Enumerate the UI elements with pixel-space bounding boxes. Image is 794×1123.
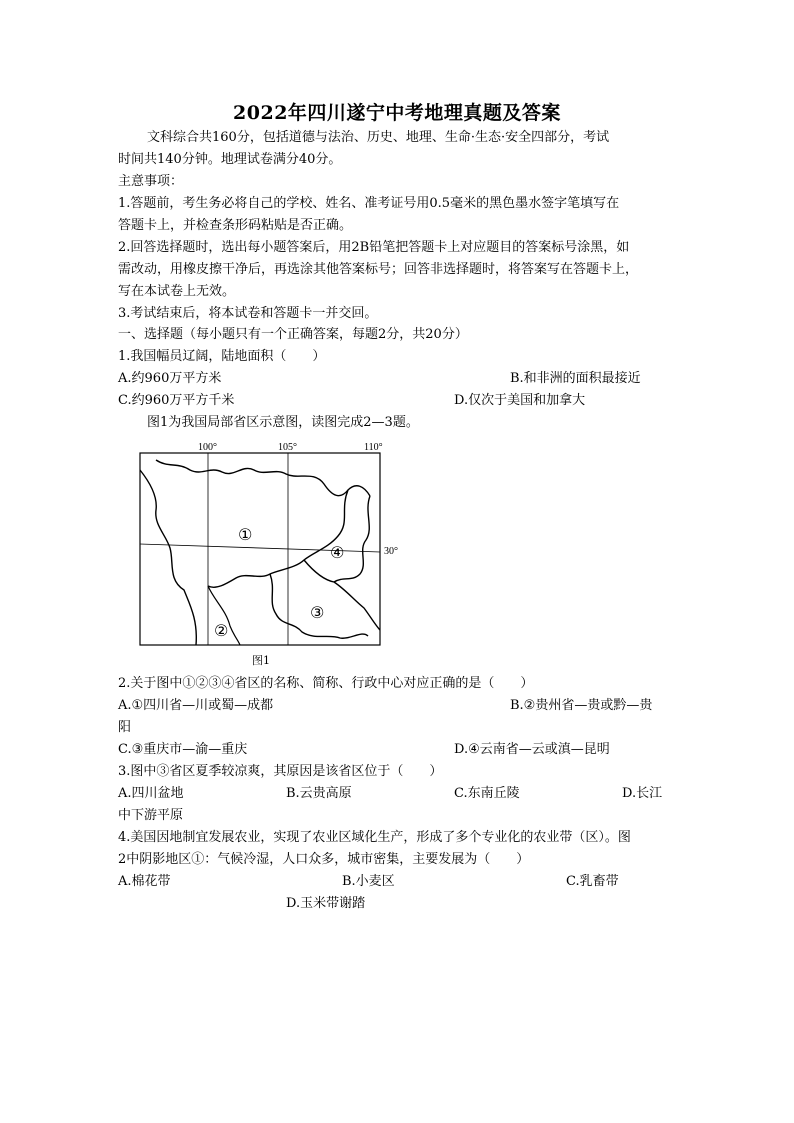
q4-option-b: B.小麦区	[342, 874, 395, 889]
intro-line-2: 时间共140分钟。地理试卷满分40分。	[118, 152, 342, 167]
boundary-chongqing-east	[334, 496, 370, 582]
region-label-4: ④	[330, 543, 345, 562]
q1-option-c: C.约960万平方千米	[118, 393, 235, 408]
q2-option-a: A.①四川省—川或蜀—成都	[118, 698, 274, 713]
q4-stem-line-2: 2中阴影地区①：气候冷湿，人口众多，城市密集，主要发展为（ ）	[118, 852, 530, 867]
province-map	[118, 440, 418, 672]
q2-option-b: B.②贵州省—贵或黔—贵	[510, 698, 653, 713]
lon-label-105: 105°	[278, 442, 297, 453]
region-label-2: ②	[214, 621, 229, 640]
page-title: 2022年四川遂宁中考地理真题及答案	[233, 102, 561, 124]
intro-line-1: 文科综合共160分，包括道德与法治、历史、地理、生命·生态·安全四部分，考试	[147, 130, 610, 145]
q1-stem: 1.我国幅员辽阔，陆地面积（ ）	[118, 349, 326, 364]
notice-line: 答题卡上，并检查条形码粘贴是否正确。	[118, 218, 353, 233]
q4-option-c: C.乳畜带	[566, 874, 619, 889]
province-map-figure	[118, 440, 418, 672]
notice-heading: 主意事项：	[118, 174, 184, 189]
lon-label-100: 100°	[198, 442, 217, 453]
q3-option-a: A.四川盆地	[118, 786, 184, 801]
q1-option-d: D.仅次于美国和加拿大	[454, 393, 586, 408]
q4-stem-line-1: 4.美国因地制宜发展农业，实现了农业区域化生产，形成了多个专业化的农业带（区）。图	[118, 830, 631, 845]
region-label-1: ①	[238, 525, 253, 544]
q3-option-b: B.云贵高原	[286, 786, 352, 801]
q2-option-b-continued: 阳	[118, 720, 132, 735]
q3-option-d-continued: 中下游平原	[118, 808, 184, 823]
lat-label-30: 30°	[384, 546, 398, 557]
notice-line: 需改动，用橡皮擦干净后，再选涂其他答案标号；回答非选择题时，将答案写在答题卡上，	[118, 262, 639, 277]
boundary-north	[156, 460, 370, 496]
region-label-3: ③	[310, 603, 325, 622]
section-heading: 一、选择题（每小题只有一个正确答案，每题2分，共20分）	[118, 327, 468, 342]
q3-option-d: D.长江	[622, 786, 663, 801]
figure-caption: 图1	[252, 654, 270, 667]
q4-option-a: A.棉花带	[118, 874, 171, 889]
q3-option-c: C.东南丘陵	[454, 786, 520, 801]
q2-option-c: C.③重庆市—渝—重庆	[118, 742, 248, 757]
notice-line: 3.考试结束后，将本试卷和答题卡一并交回。	[118, 306, 378, 321]
q1-option-b: B.和非洲的面积最接近	[510, 371, 641, 386]
q3-stem: 3.图中③省区夏季较凉爽，其原因是该省区位于（ ）	[118, 764, 443, 779]
q1-option-a: A.约960万平方米	[118, 371, 222, 386]
boundary-west	[140, 470, 196, 645]
q2-option-d: D.④云南省—云或滇—昆明	[454, 742, 610, 757]
figure-intro: 图1为我国局部省区示意图，读图完成2—3题。	[147, 415, 419, 430]
notice-line: 2.回答选择题时，选出每小题答案后，用2B铅笔把答题卡上对应题目的答案标号涂黑，如	[118, 240, 630, 255]
notice-line: 写在本试卷上无效。	[118, 284, 236, 299]
notice-line: 1.答题前，考生务必将自己的学校、姓名、准考证号用0.5毫米的黑色墨水签字笔填写在	[118, 196, 620, 211]
lon-label-110: 110°	[364, 442, 383, 453]
q2-stem: 2.关于图中①②③④省区的名称、简称、行政中心对应正确的是（ ）	[118, 676, 534, 691]
q4-option-d: D.玉米带谢踏	[286, 896, 366, 911]
boundary-sichuan-chongqing	[208, 490, 348, 587]
